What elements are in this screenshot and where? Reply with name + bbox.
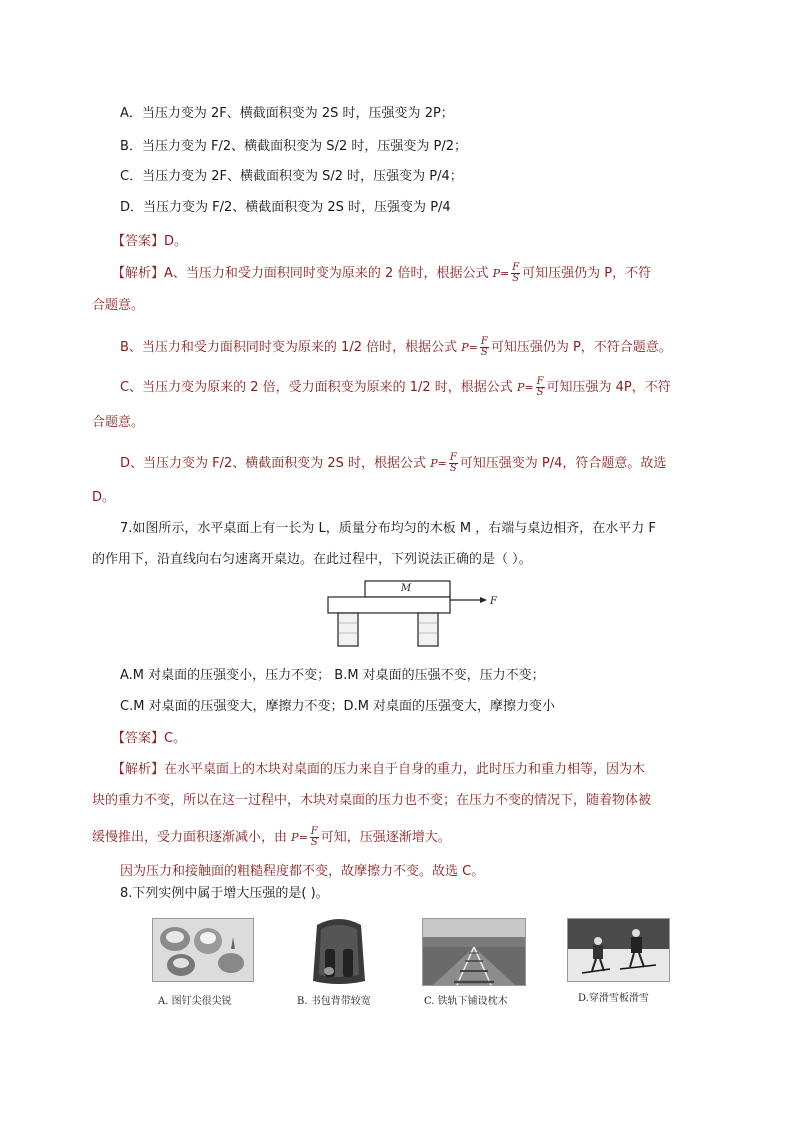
q6-analysis-c [120, 377, 671, 398]
answer-tag: 【答案】 [112, 234, 165, 249]
analysis-text: 可知压强仍为 P，不符合题意。 [490, 340, 672, 355]
thumbtack-image [152, 918, 254, 982]
q7-options-ab: A.M 对桌面的压强变小，压力不变； B.M 对桌面的压强不变，压力不变； [120, 668, 545, 683]
formula-fraction: $\frac{F}{S}$ [512, 262, 520, 284]
option-a-caption: A. 图钉尖很尖锐 [158, 996, 232, 1007]
formula-p: P [516, 381, 525, 394]
analysis-text: 可知压强为 4P，不符 [546, 380, 671, 395]
q6-option-d: D．当压力变为 F/2、横截面积变为 2S 时，压强变为 P/4 [120, 200, 451, 215]
q6-analysis-a [112, 263, 651, 284]
formula-p: P [461, 341, 469, 354]
formula-p: P [492, 267, 500, 280]
force-label: F [490, 596, 497, 607]
q6-option-c: C．当压力变为 2F、横截面积变为 S/2 时，压强变为 P/4； [120, 169, 463, 184]
q7-figure [320, 578, 510, 650]
q7-analysis-line1 [112, 761, 645, 779]
q6-option-b: B．当压力变为 F/2、横截面积变为 S/2 时，压强变为 P/2； [120, 139, 467, 154]
skiing-image [567, 918, 670, 982]
q7-answer [112, 730, 186, 748]
formula-eq: = [524, 381, 534, 394]
analysis-tag: 【解析】 [112, 762, 165, 777]
q6-analysis-d-cont: D。 [92, 490, 116, 505]
q6-answer [112, 233, 187, 251]
railway-image [422, 918, 526, 986]
q7-stem-line2: 的作用下，沿直线向右匀速离开桌边。在此过程中，下列说法正确的是（ ）。 [92, 552, 532, 567]
q6-option-a: A．当压力变为 2F、横截面积变为 2S 时，压强变为 2P； [120, 106, 454, 121]
formula-p: P [291, 831, 299, 844]
option-b-caption: B. 书包背带较宽 [297, 996, 371, 1007]
table-leg-left [338, 613, 358, 646]
analysis-text: D、当压力变为 F/2、横截面积变为 2S 时，根据公式 [120, 456, 427, 471]
analysis-text: 可知，压强逐渐增大。 [320, 830, 451, 845]
analysis-text: C、当压力变为原来的 2 倍，受力面积变为原来的 1/2 时，根据公式 [120, 380, 513, 395]
formula-fraction: $\frac{F}{S}$ [480, 336, 488, 358]
q7-analysis-line4: 因为压力和接触面的粗糙程度都不变，故摩擦力不变。故选 C。 [120, 864, 485, 879]
analysis-text: 可知压强仍为 P，不符 [522, 266, 652, 281]
q6-analysis-c-cont: 合题意。 [92, 415, 145, 430]
formula-eq: = [437, 457, 447, 470]
q8-stem: 8.下列实例中属于增大压强的是( )。 [120, 886, 329, 901]
q6-analysis-a-cont: 合题意。 [92, 298, 145, 313]
formula-eq: = [468, 341, 478, 354]
answer-tag: 【答案】 [112, 731, 165, 746]
formula-fraction: $\frac{F}{S}$ [536, 376, 544, 398]
formula-fraction: $\frac{F}{S}$ [310, 826, 318, 848]
option-d-caption: D.穿滑雪板滑雪 [578, 993, 649, 1004]
option-c-caption: C. 铁轨下铺设枕木 [424, 996, 508, 1007]
board-label: M [400, 583, 412, 594]
q7-stem-line1: 7.如图所示，水平桌面上有一长为 L，质量分布均匀的木板 M ，右端与桌边相齐，在水平力 F [120, 521, 656, 536]
q6-analysis-d [120, 453, 666, 474]
analysis-text: 在水平桌面上的木块对桌面的压力来自于自身的重力，此时压力和重力相等，因为木 [164, 762, 646, 777]
q7-options-cd: C.M 对桌面的压强变大，摩擦力不变；D.M 对桌面的压强变大，摩擦力变小 [120, 699, 556, 714]
formula-p: P [430, 457, 438, 470]
q7-analysis-line2: 块的重力不变，所以在这一过程中，木块对桌面的压力也不变；在压力不变的情况下，随着物体被 [92, 793, 652, 808]
analysis-tag: 【解析】 [112, 266, 165, 281]
table-top [328, 597, 450, 613]
analysis-text: 缓慢推出，受力面积逐渐减小，由 [92, 830, 288, 845]
answer-value: D。 [164, 234, 188, 249]
formula-eq: = [298, 831, 308, 844]
table-leg-right [418, 613, 438, 646]
analysis-text: A、当压力和受力面积同时变为原来的 2 倍时，根据公式 [164, 266, 489, 281]
q6-analysis-b [120, 337, 672, 358]
answer-value: C。 [164, 731, 187, 746]
analysis-text: B、当压力和受力面积同时变为原来的 1/2 倍时，根据公式 [120, 340, 458, 355]
analysis-text: 可知压强变为 P/4，符合题意。故选 [459, 456, 667, 471]
backpack-image [299, 915, 379, 987]
formula-eq: = [500, 267, 510, 280]
formula-fraction: $\frac{F}{S}$ [449, 452, 457, 474]
q7-analysis-line3 [92, 827, 451, 848]
